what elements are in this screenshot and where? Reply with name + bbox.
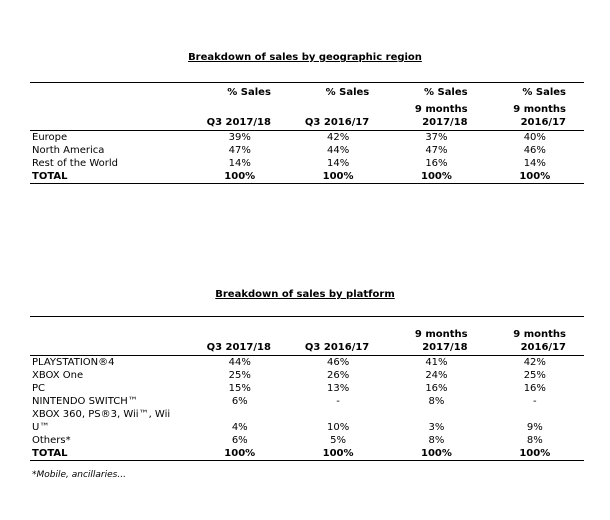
region-total-row: [30, 170, 584, 184]
region-total-label: TOTAL: [30, 170, 191, 184]
platform-total-value: 100%: [191, 447, 289, 461]
platform-row-value: 15%: [228, 383, 251, 394]
platform-row-value: 8%: [428, 435, 445, 446]
region-sales-table: [30, 82, 584, 184]
region-total-value: 100%: [486, 170, 584, 184]
platform-total-value: 100%: [387, 447, 485, 461]
platform-sales-table: [30, 316, 584, 461]
platform-row-label: PLAYSTATION®4: [32, 357, 115, 368]
region-header-period: Q3 2016/17: [289, 99, 387, 131]
region-table-title: Breakdown of sales by geographic region: [188, 52, 422, 63]
region-header-row-top: [30, 83, 584, 100]
region-total-value: 100%: [387, 170, 485, 184]
region-table-row: [30, 131, 584, 145]
platform-row-value: 8%: [428, 396, 445, 407]
region-header-top: % Sales: [191, 83, 289, 100]
platform-row-value: 9%: [526, 422, 543, 433]
platform-header-period: Q3 2016/17: [289, 317, 387, 356]
region-row-value: 14%: [326, 158, 350, 169]
region-header-period: Q3 2017/18: [191, 99, 289, 131]
region-row-value: 47%: [228, 145, 251, 156]
platform-row-value: 42%: [523, 357, 546, 368]
platform-row-value: 6%: [231, 396, 248, 407]
platform-row-value: 16%: [523, 383, 546, 394]
platform-row-value: 5%: [330, 435, 347, 446]
region-row-value: 16%: [425, 158, 448, 169]
region-header-period: 9 months 2016/17: [486, 99, 584, 131]
platform-footnote: *Mobile, ancillaries...: [32, 470, 126, 480]
platform-table-row: [30, 434, 584, 447]
platform-total-value: 100%: [289, 447, 387, 461]
region-header-period: 9 months 2017/18: [387, 99, 485, 131]
platform-row-value: 6%: [231, 435, 248, 446]
region-row-value: 39%: [228, 132, 251, 143]
platform-row-value: 26%: [326, 370, 350, 381]
region-row-value: 44%: [326, 145, 350, 156]
platform-row-value: 24%: [425, 370, 448, 381]
platform-table-row: [30, 369, 584, 382]
platform-row-value: 3%: [428, 422, 445, 433]
region-row-value: 40%: [523, 132, 546, 143]
platform-table-title: Breakdown of sales by platform: [215, 289, 395, 300]
platform-total-value: 100%: [486, 447, 584, 461]
platform-table-row: [30, 395, 584, 408]
platform-row-value: 13%: [326, 383, 350, 394]
platform-row-label: XBOX 360, PS®3, Wii™, Wii U™: [32, 409, 171, 433]
platform-row-value: 25%: [228, 370, 251, 381]
platform-row-value: 25%: [523, 370, 546, 381]
platform-header-period: 9 months 2016/17: [486, 317, 584, 356]
region-row-value: 14%: [523, 158, 546, 169]
region-header-top: % Sales: [289, 83, 387, 100]
platform-row-label: Others*: [32, 435, 71, 446]
region-row-label: North America: [32, 145, 105, 156]
region-row-value: 42%: [326, 132, 350, 143]
region-row-value: 37%: [425, 132, 448, 143]
region-total-value: 100%: [191, 170, 289, 184]
platform-total-row: [30, 447, 584, 461]
platform-table-row: [30, 356, 584, 370]
region-header-top: % Sales: [387, 83, 485, 100]
platform-row-value: -: [533, 396, 537, 407]
region-header-top: % Sales: [486, 83, 584, 100]
platform-row-value: 10%: [326, 422, 350, 433]
platform-header-row: [30, 317, 584, 356]
platform-row-label: NINTENDO SWITCH™: [32, 396, 138, 407]
platform-row-value: -: [336, 396, 340, 407]
region-header-row-bottom: [30, 99, 584, 131]
region-total-value: 100%: [289, 170, 387, 184]
platform-header-period: Q3 2017/18: [191, 317, 289, 356]
region-row-value: 46%: [523, 145, 546, 156]
region-row-value: 47%: [425, 145, 448, 156]
region-row-value: 14%: [228, 158, 251, 169]
region-row-label: Europe: [32, 132, 68, 143]
platform-row-value: 4%: [231, 422, 248, 433]
platform-row-value: 41%: [425, 357, 448, 368]
platform-total-label: TOTAL: [30, 447, 191, 461]
region-table-row: [30, 157, 584, 170]
platform-row-value: 16%: [425, 383, 448, 394]
platform-header-period: 9 months 2017/18: [387, 317, 485, 356]
region-row-label: Rest of the World: [32, 158, 119, 169]
platform-row-label: XBOX One: [32, 370, 84, 381]
platform-row-value: 44%: [228, 357, 251, 368]
platform-table-row: [30, 382, 584, 395]
platform-table-row: [30, 408, 584, 434]
region-table-row: [30, 144, 584, 157]
platform-row-value: 46%: [326, 357, 350, 368]
platform-row-value: 8%: [526, 435, 543, 446]
platform-row-label: PC: [32, 383, 46, 394]
